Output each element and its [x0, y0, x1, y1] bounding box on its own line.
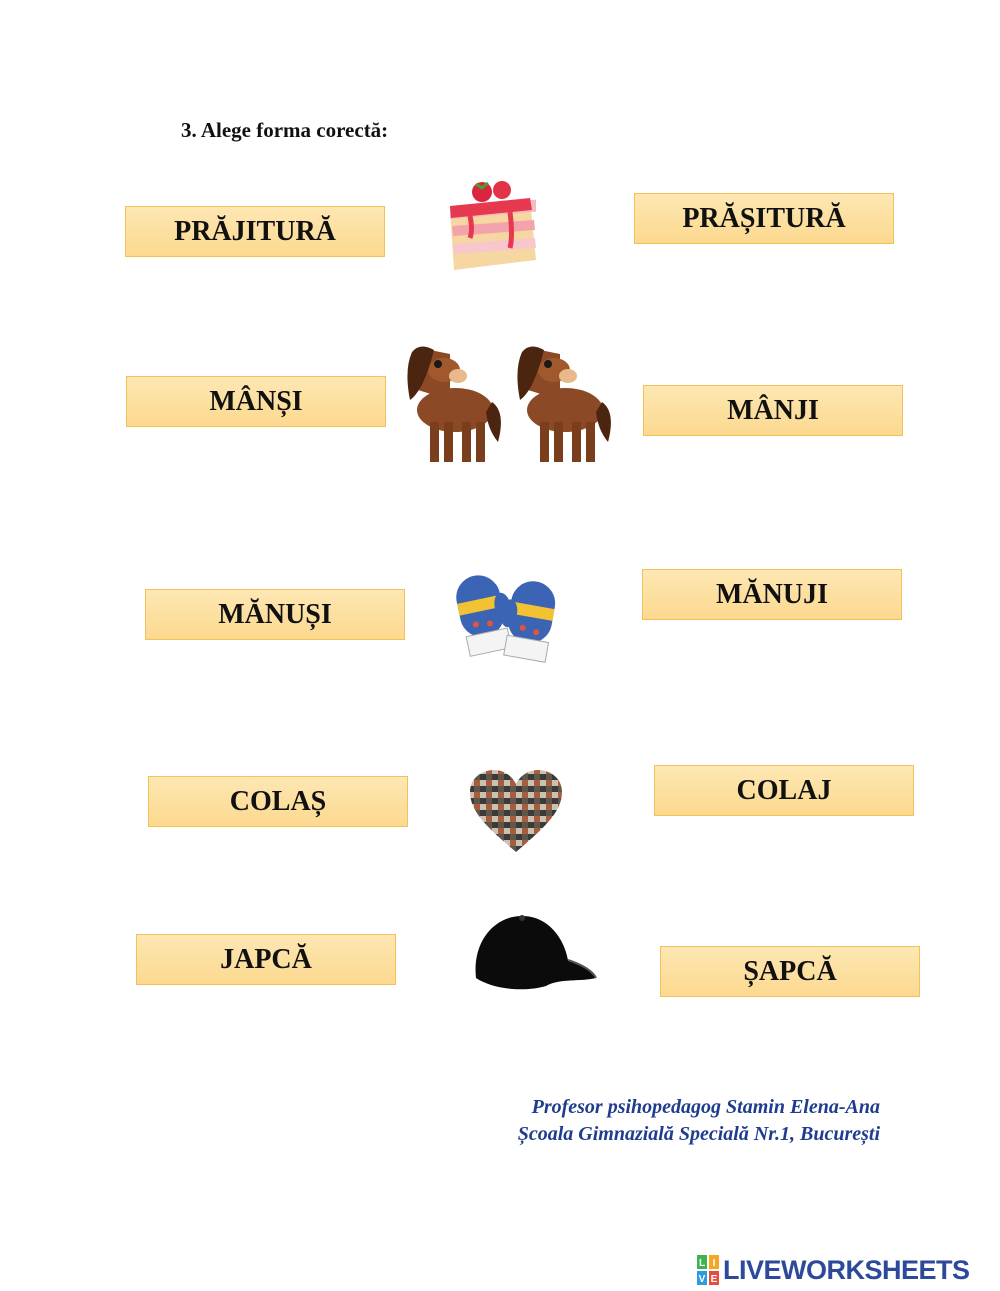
photo-heart-collage-icon: [468, 768, 564, 859]
liveworksheets-brand[interactable]: [697, 1254, 970, 1286]
logo-letter-v: V: [698, 1274, 706, 1285]
option-right-colaj[interactable]: COLAJ: [654, 765, 914, 816]
author-credits: [460, 1094, 880, 1148]
option-right-sapca[interactable]: ȘAPCĂ: [660, 946, 920, 997]
option-left-japca[interactable]: JAPCĂ: [136, 934, 396, 985]
option-right-manji[interactable]: MÂNJI: [643, 385, 903, 436]
credits-line-teacher: Profesor psihopedagog Stamin Elena-Ana: [531, 1096, 880, 1118]
mittens-icon: [452, 565, 562, 675]
exercise-title: 3. Alege forma corectă:: [181, 118, 389, 142]
option-right-prasitura[interactable]: PRĂȘITURĂ: [634, 193, 894, 244]
liveworksheets-logo-icon: [697, 1255, 719, 1285]
logo-letter-i: I: [712, 1258, 716, 1269]
option-right-manuji[interactable]: MĂNUJI: [642, 569, 902, 620]
credits-line-school: Școala Gimnazială Specială Nr.1, București: [517, 1123, 880, 1145]
logo-letter-e: E: [710, 1274, 718, 1285]
option-left-manusi[interactable]: MĂNUȘI: [145, 589, 405, 640]
brand-name: LIVEWORKSHEETS: [723, 1254, 970, 1285]
option-left-prajitura[interactable]: PRĂJITURĂ: [125, 206, 385, 257]
cake-slice-icon: [440, 178, 540, 283]
option-left-mansi[interactable]: MÂNȘI: [126, 376, 386, 427]
option-left-colas[interactable]: COLAȘ: [148, 776, 408, 827]
two-foals-icon: [400, 340, 615, 475]
logo-letter-l: L: [698, 1258, 706, 1269]
cap-icon: [470, 912, 600, 997]
